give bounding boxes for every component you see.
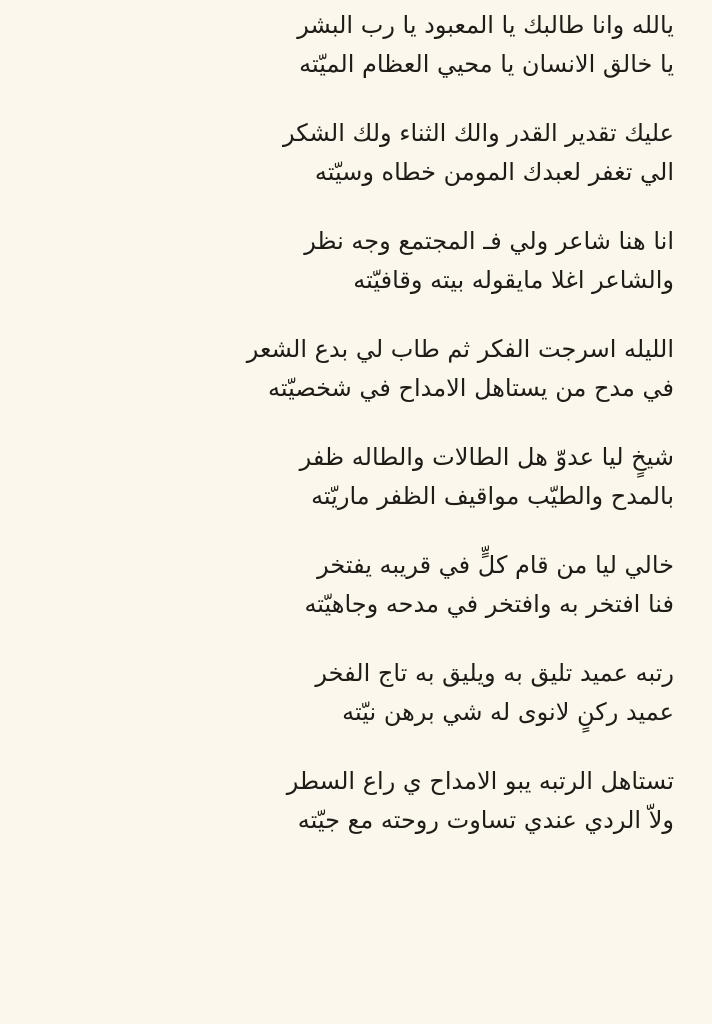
- stanza: [20, 330, 674, 408]
- verse-line: رتبه عميد تليق به ويليق به تاج الفخر: [315, 659, 674, 687]
- stanza: [20, 222, 674, 300]
- verse-line: عميد ركنٍ لانوى له شي برهن نيّته: [342, 698, 674, 726]
- verse-line: عليك تقدير القدر والك الثناء ولك الشكر: [282, 119, 674, 147]
- stanza: [20, 654, 674, 732]
- stanza: [20, 6, 674, 84]
- verse-line: ولاّ الردي عندي تساوت روحته مع جيّته: [297, 806, 674, 834]
- verse-line: والشاعر اغلا مايقوله بيته وقافيّته: [353, 266, 674, 294]
- verse-line: تستاهل الرتبه يبو الامداح ي راع السطر: [286, 767, 674, 795]
- verse-line: الي تغفر لعبدك المومن خطاه وسيّته: [314, 158, 674, 186]
- verse-line: فنا افتخر به وافتخر في مدحه وجاهيّته: [304, 590, 674, 618]
- verse-line: يا خالق الانسان يا محيي العظام الميّته: [299, 50, 674, 78]
- verse-line: انا هنا شاعر ولي فـ المجتمع وجه نظر: [304, 227, 674, 255]
- verse-line: الليله اسرجت الفكر ثم طاب لي بدع الشعر: [246, 335, 674, 363]
- verse-line: في مدح من يستاهل الامداح في شخصيّته: [267, 374, 674, 402]
- verse-line: خالي ليا من قام كلٍّ في قريبه يفتخر: [317, 551, 674, 579]
- stanza: [20, 114, 674, 192]
- stanza: [20, 438, 674, 516]
- verse-line: شيخٍ ليا عدوّ هل الطالات والطاله ظفر: [299, 443, 674, 471]
- stanza: [20, 762, 674, 840]
- verse-line: بالمدح والطيّب مواقيف الظفر ماريّته: [311, 482, 674, 510]
- verse-line: يالله وانا طالبك يا المعبود يا رب البشر: [297, 11, 674, 39]
- stanza: [20, 546, 674, 624]
